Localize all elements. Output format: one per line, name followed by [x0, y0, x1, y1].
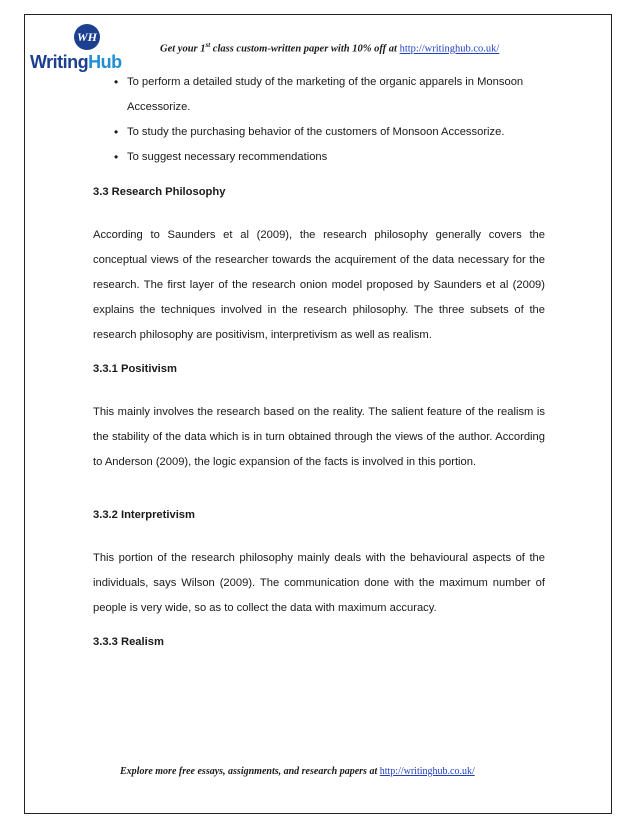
- objectives-list: [93, 70, 545, 170]
- footer-promo-text: Explore more free essays, assignments, and research papers at http://writinghub.co.uk/: [120, 766, 475, 777]
- section-heading-3-3: 3.3 Research Philosophy: [93, 186, 226, 198]
- list-item: • To perform a detailed study of the marketing of the organic apparels in Monsoon Accessorize.: [93, 70, 545, 120]
- footer-link[interactable]: http://writinghub.co.uk/: [379, 766, 475, 777]
- header-promo-text: Get your 1st class custom-written paper with 10% off at http://writinghub.co.uk/: [160, 41, 500, 55]
- document-body: [93, 70, 545, 655]
- paragraph-research-philosophy: According to Saunders et al (2009), the research philosophy generally covers the conceptual views of the researcher towards the acquirement of the data necessary for the research. The first layer of the research onion model proposed by Saunders et al (2009) explains the techniques involved in the research philosophy. The three subsets of the research philosophy are positivism, interpretivism as well as realism.: [93, 229, 545, 341]
- section-heading-3-3-2: 3.3.2 Interpretivism: [93, 509, 195, 521]
- list-item: • To study the purchasing behavior of the customers of Monsoon Accessorize.: [93, 120, 545, 145]
- logo-wordmark: WritingHub: [30, 52, 122, 72]
- section-heading-3-3-1: 3.3.1 Positivism: [93, 363, 177, 375]
- paragraph-positivism: This mainly involves the research based on the reality. The salient feature of the realism is the stability of the data which is in turn obtained through the views of the author. According to Anderson (2009), the logic expansion of the facts is involved in this portion.: [93, 406, 545, 468]
- paragraph-interpretivism: This portion of the research philosophy mainly deals with the behavioural aspects of the individuals, says Wilson (2009). The communication done with the maximum number of people is very wide, so as to collect the data with maximum accuracy.: [93, 552, 545, 614]
- section-heading-3-3-3: 3.3.3 Realism: [93, 636, 164, 648]
- logo-mark-icon: WH: [74, 24, 100, 50]
- header-link[interactable]: http://writinghub.co.uk/: [399, 43, 500, 55]
- writinghub-logo[interactable]: [30, 24, 130, 74]
- list-item: • To suggest necessary recommendations: [93, 145, 545, 170]
